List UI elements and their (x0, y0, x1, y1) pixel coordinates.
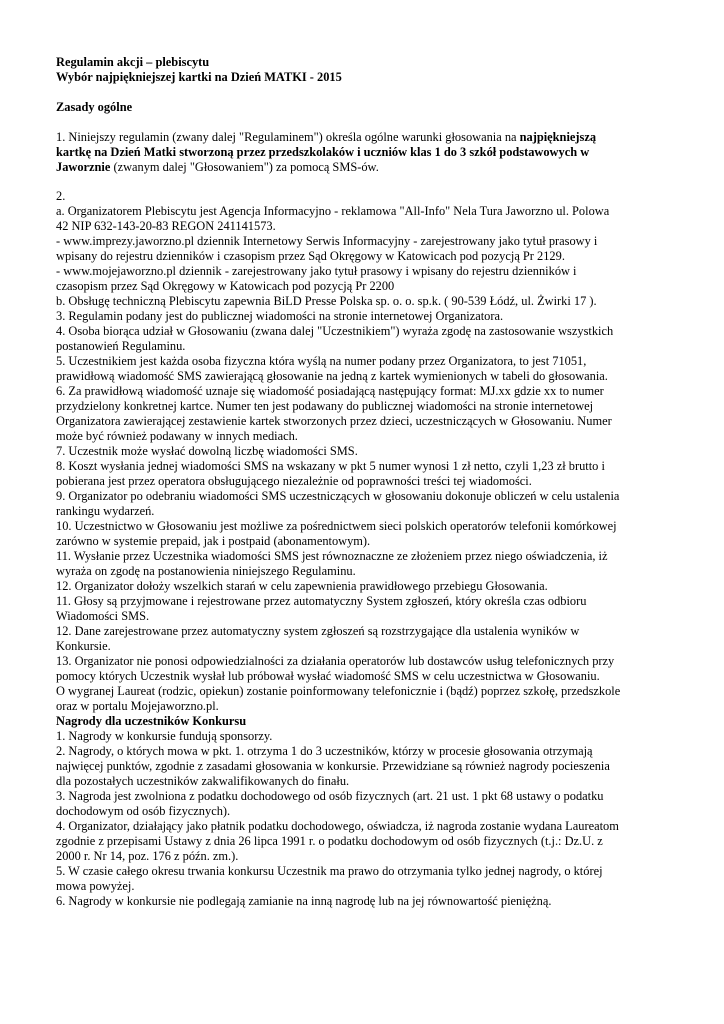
rule-line: przydzielony konkretnej kartce. Numer ten jest podawany do publicznej wiadomości na stronie internetowej (56, 399, 594, 413)
prize-line: 5. W czasie całego okresu trwania konkursu Uczestnik ma prawo do otrzymania tylko jednej nagrody, o której (56, 864, 603, 878)
rule-line: - www.mojejaworzno.pl dziennik - zarejestrowany jako tytuł prasowy i wpisany do rejestru dzienników i (56, 264, 577, 278)
section-heading-prizes: Nagrody dla uczestników Konkursu (56, 714, 247, 728)
rule-line: 5. Uczestnikiem jest każda osoba fizyczna która wyślą na numer podany przez Organizatora, to jest 71051, (56, 354, 587, 368)
rule-line: 6. Za prawidłową wiadomość uznaje się wiadomość posiadającą następujący format: MJ.xx gdzie xx to numer (56, 384, 604, 398)
paragraph-1-bold-1: najpiękniejszą (519, 130, 597, 144)
rule-line: 12. Dane zarejestrowane przez automatyczny system zgłoszeń są rozstrzygające dla ustalenia wyników w (56, 624, 580, 638)
paragraph-1 (56, 130, 654, 175)
rule-line: 42 NIP 632-143-20-83 REGON 241141573. (56, 219, 276, 233)
prize-line: 2. Nagrody, o których mowa w pkt. 1. otrzyma 1 do 3 uczestników, którzy w procesie głosowania otrzymają (56, 744, 593, 758)
rule-line: a. Organizatorem Plebiscytu jest Agencja Informacyjno - reklamowa "All-Info" Nela Tura Jaworzno ul. Polowa (56, 204, 610, 218)
rule-line: oraz w portalu Mojejaworzno.pl. (56, 699, 219, 713)
document-title (56, 55, 654, 85)
rule-line: 12. Organizator dołoży wszelkich starań w celu zapewnienia prawidłowego przebiegu Głosowania. (56, 579, 548, 593)
prize-line: 4. Organizator, działający jako płatnik podatku dochodowego, oświadcza, iż nagroda zostanie wydana Laureatom (56, 819, 619, 833)
rule-line: O wygranej Laureat (rodzic, opiekun) zostanie poinformowany telefonicznie i (bądź) poprzez szkołę, przedszkole (56, 684, 621, 698)
rule-line: 3. Regulamin podany jest do publicznej wiadomości na stronie internetowej Organizatora. (56, 309, 504, 323)
rule-line: 10. Uczestnictwo w Głosowaniu jest możliwe za pośrednictwem sieci polskich operatorów telefonii komórkowej (56, 519, 617, 533)
paragraph-1-text-a: 1. Niniejszy regulamin (zwany dalej "Regulaminem") określa ogólne warunki głosowania na (56, 130, 520, 144)
rule-line: 11. Głosy są przyjmowane i rejestrowane przez automatyczny System zgłoszeń, który określa czas odbioru (56, 594, 587, 608)
rule-line: 2. (56, 189, 66, 203)
rule-line: Wiadomości SMS. (56, 609, 150, 623)
rule-line: pomocy których Uczestnik wysłał lub próbował wysłać wiadomość SMS w celu uczestnictwa w Głosowaniu. (56, 669, 600, 683)
rule-line: 8. Koszt wysłania jednej wiadomości SMS na wskazany w pkt 5 numer wynosi 1 zł netto, czyli 1,23 zł brutto i (56, 459, 605, 473)
rule-line: 13. Organizator nie ponosi odpowiedzialności za działania operatorów lub dostawców usług telefonicznych przy (56, 654, 615, 668)
rule-line: zarówno w systemie prepaid, jak i postpaid (abonamentowym). (56, 534, 371, 548)
rule-line: wpisany do rejestru dzienników i czasopism przez Sąd Okręgowy w Katowicach pod pozycją Pr 2129. (56, 249, 565, 263)
prize-line: 2000 r. Nr 14, poz. 176 z późn. zm.). (56, 849, 239, 863)
rule-line: Organizatora zawierającej zestawienie kartek stworzonych przez dzieci, uczestniczących w Głosowaniu. Numer (56, 414, 612, 428)
paragraph-1-text-c: (zwanym dalej "Głosowaniem") za pomocą SMS-ów. (110, 160, 379, 174)
rule-line: 4. Osoba biorąca udział w Głosowaniu (zwana dalej "Uczestnikiem") wyraża zgodę na zastosowanie wszystkich (56, 324, 614, 338)
title-line-1: Regulamin akcji – plebiscytu (56, 55, 210, 69)
paragraph-1-bold-2: kartkę na Dzień Matki stworzoną przez przedszkolaków i uczniów klas 1 do 3 szkół podstawowych w (56, 145, 590, 159)
prize-line: najwięcej punktów, zgodnie z zasadami głosowania w konkursie. Przewidziane są również nagrody pocieszenia (56, 759, 610, 773)
section-heading-general: Zasady ogólne (56, 100, 133, 114)
rule-line: wyraża on zgodę na postanowienia niniejszego Regulaminu. (56, 564, 356, 578)
rule-line: rankingu wydarzeń. (56, 504, 155, 518)
rule-line: 11. Wysłanie przez Uczestnika wiadomości SMS jest równoznaczne ze złożeniem przez niego oświadczenia, iż (56, 549, 608, 563)
prize-line: 6. Nagrody w konkursie nie podlegają zamianie na inną nagrodę lub na jej równowartość pieniężną. (56, 894, 552, 908)
rule-line: b. Obsługę techniczną Plebiscytu zapewnia BiLD Presse Polska sp. o. o. sp.k. ( 90-539 Łódź, ul. Żwirki 17 ). (56, 294, 597, 308)
rules-list (56, 189, 654, 714)
prize-line: zgodnie z przepisami Ustawy z dnia 26 lipca 1991 r. o podatku dochodowym od osób fizycznych (t.j.: Dz.U. z (56, 834, 603, 848)
prizes-list (56, 729, 654, 909)
rule-line: postanowień Regulaminu. (56, 339, 186, 353)
title-line-2: Wybór najpiękniejszej kartki na Dzień MATKI - 2015 (56, 70, 342, 84)
rule-line: 9. Organizator po odebraniu wiadomości SMS uczestniczących w głosowaniu dokonuje obliczeń w celu ustalenia (56, 489, 620, 503)
prize-line: mowa powyżej. (56, 879, 135, 893)
rule-line: czasopism przez Sąd Okręgowy w Katowicach pod pozycją Pr 2200 (56, 279, 395, 293)
rule-line: - www.imprezy.jaworzno.pl dziennik Internetowy Serwis Informacyjny - zarejestrowany jako tytuł prasowy i (56, 234, 598, 248)
rule-line: prawidłową wiadomość SMS zawierającą głosowanie na jedną z kartek wymienionych w tabeli do głosowania. (56, 369, 608, 383)
rule-line: 7. Uczestnik może wysłać dowolną liczbę wiadomości SMS. (56, 444, 358, 458)
rule-line: Konkursie. (56, 639, 111, 653)
rule-line: pobierana jest przez operatora obsługującego niezależnie od poprawności treści tej wiadomości. (56, 474, 532, 488)
prize-line: dla pozostałych uczestników zakwalifikowanych do finału. (56, 774, 350, 788)
rule-line: może być również podawany w innych mediach. (56, 429, 298, 443)
prize-line: 3. Nagroda jest zwolniona z podatku dochodowego od osób fizycznych (art. 21 ust. 1 pkt 68 ustawy o podatku (56, 789, 604, 803)
paragraph-1-bold-3: Jaworznie (56, 160, 111, 174)
prize-line: 1. Nagrody w konkursie fundują sponsorzy. (56, 729, 273, 743)
prize-line: dochodowym od osób fizycznych). (56, 804, 231, 818)
paragraph-1-line-1 (56, 130, 654, 145)
paragraph-1-line-3 (56, 160, 654, 175)
